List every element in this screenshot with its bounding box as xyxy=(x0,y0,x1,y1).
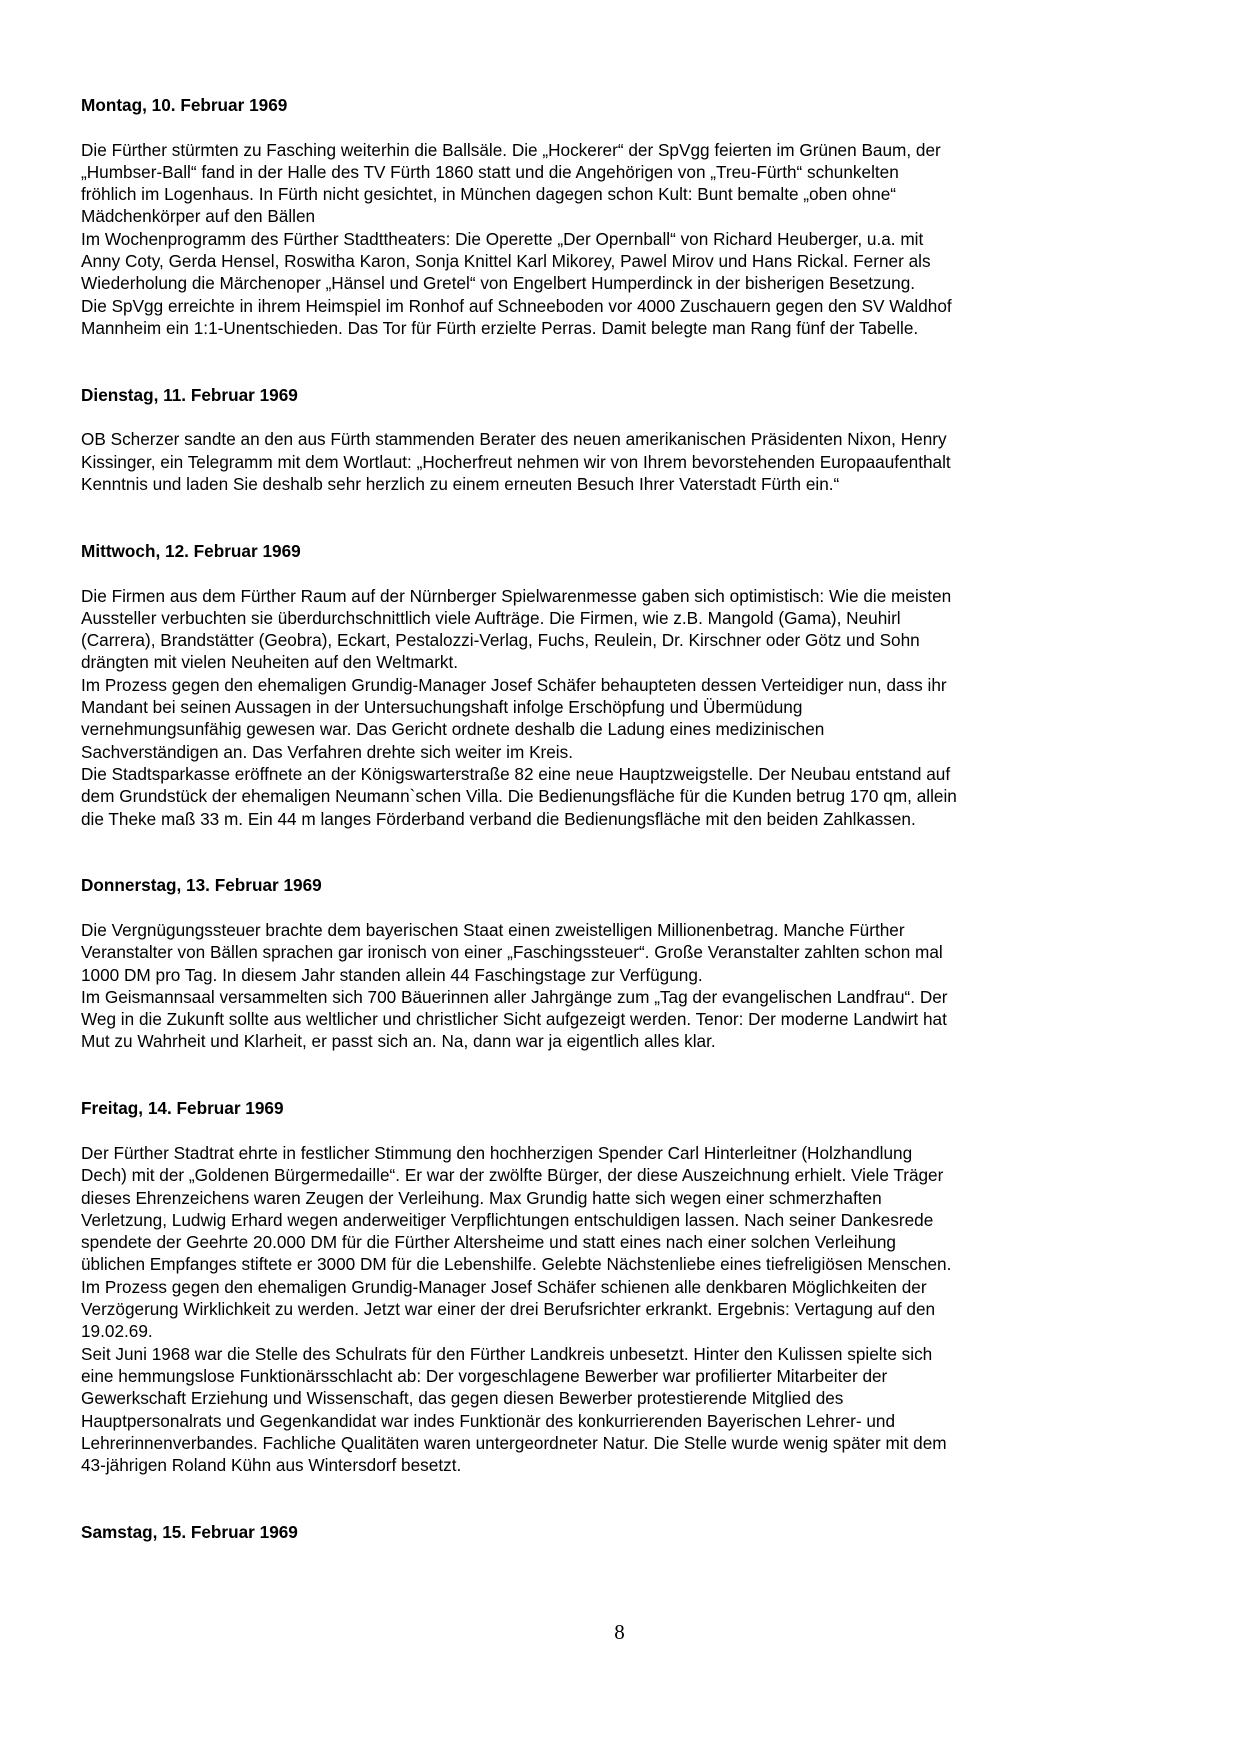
text-line: Veranstalter von Bällen sprachen gar ironisch von einer „Faschingssteuer“. Große Veranstalter zahlten schon mal xyxy=(81,942,943,963)
text-line: Mut zu Wahrheit und Klarheit, er passt sich an. Na, dann war ja eigentlich alles klar. xyxy=(81,1031,716,1052)
text-line: OB Scherzer sandte an den aus Fürth stammenden Berater des neuen amerikanischen Präsidenten Nixon, Henry xyxy=(81,429,947,450)
text-line: Die Vergnügungssteuer brachte dem bayerischen Staat einen zweistelligen Millionenbetrag. Manche Fürther xyxy=(81,919,905,940)
text-line: Seit Juni 1968 war die Stelle des Schulrats für den Fürther Landkreis unbesetzt. Hinter den Kulissen spielte sich xyxy=(81,1343,933,1364)
text-line: „Humbser-Ball“ fand in der Halle des TV Fürth 1860 statt und die Angehörigen von „Treu-Fürth“ schunkelten xyxy=(81,161,899,182)
date-section xyxy=(81,384,1199,495)
date-section xyxy=(81,874,1199,1052)
section-heading: Donnerstag, 13. Februar 1969 xyxy=(81,875,322,896)
section-heading: Mittwoch, 12. Februar 1969 xyxy=(81,540,301,561)
text-line: Die Fürther stürmten zu Fasching weiterhin die Ballsäle. Die „Hockerer“ der SpVgg feierten im Grünen Baum, der xyxy=(81,139,941,160)
text-line: Im Prozess gegen den ehemaligen Grundig-Manager Josef Schäfer behaupteten dessen Verteidiger nun, dass ihr xyxy=(81,674,947,695)
text-line: Im Geismannsaal versammelten sich 700 Bäuerinnen aller Jahrgänge zum „Tag der evangelischen Landfrau“. Der xyxy=(81,986,948,1007)
text-line: üblichen Empfanges stiftete er 3000 DM für die Lebenshilfe. Gelebte Nächstenliebe eines tiefreligiösen Menschen. xyxy=(81,1254,952,1275)
date-section xyxy=(81,1097,1199,1476)
text-line: (Carrera), Brandstätter (Geobra), Eckart, Pestalozzi-Verlag, Fuchs, Reulein, Dr. Kirschner oder Götz und Sohn xyxy=(81,630,920,651)
section-heading: Samstag, 15. Februar 1969 xyxy=(81,1522,298,1542)
text-line: Lehrerinnenverbandes. Fachliche Qualitäten waren untergeordneter Natur. Die Stelle wurde wenig später mit dem xyxy=(81,1432,947,1453)
text-line: drängten mit vielen Neuheiten auf den Weltmarkt. xyxy=(81,652,459,673)
date-section xyxy=(81,540,1199,830)
text-line: Kissinger, ein Telegramm mit dem Wortlaut: „Hocherfreut nehmen wir von Ihrem bevorstehenden Europaaufenthalt xyxy=(81,451,951,472)
text-line: Im Wochenprogramm des Fürther Stadttheaters: Die Operette „Der Opernball“ von Richard Heuberger, u.a. mit xyxy=(81,228,924,249)
text-line: vernehmungsunfähig gewesen war. Das Gericht ordnete deshalb die Ladung eines medizinischen xyxy=(81,719,825,740)
document-content xyxy=(81,94,1199,1588)
text-line: Mandant bei seinen Aussagen in der Untersuchungshaft infolge Erschöpfung und Übermüdung xyxy=(81,697,803,718)
text-line: spendete der Geehrte 20.000 DM für die Fürther Altersheime und statt eines nach einer solchen Verleihung xyxy=(81,1232,896,1253)
text-line: 19.02.69. xyxy=(81,1321,153,1342)
text-line: Verzögerung Wirklichkeit zu werden. Jetzt war einer der drei Berufsrichter erkrankt. Ergebnis: Vertagung auf den xyxy=(81,1299,936,1320)
text-line: 43-jährigen Roland Kühn aus Wintersdorf besetzt. xyxy=(81,1455,462,1476)
text-line: Im Prozess gegen den ehemaligen Grundig-Manager Josef Schäfer schienen alle denkbaren Möglichkeiten der xyxy=(81,1276,927,1297)
text-line: Sachverständigen an. Das Verfahren drehte sich weiter im Kreis. xyxy=(81,741,573,762)
text-line: Mädchenkörper auf den Bällen xyxy=(81,206,316,227)
text-line: Kenntnis und laden Sie deshalb sehr herzlich zu einem erneuten Besuch Ihrer Vaterstadt Fürth ein.“ xyxy=(81,474,840,495)
text-line: Verletzung, Ludwig Erhard wegen anderweitiger Verpflichtungen entschuldigen lassen. Nach seiner Dankesrede xyxy=(81,1209,934,1230)
text-line: eine hemmungslose Funktionärsschlacht ab: Der vorgeschlagene Bewerber war profilierter Mitarbeiter der xyxy=(81,1365,888,1386)
page-number: 8 xyxy=(614,1620,625,1644)
text-line: 1000 DM pro Tag. In diesem Jahr standen allein 44 Faschingstage zur Verfügung. xyxy=(81,964,703,985)
text-line: Aussteller verbuchten sie überdurchschnittlich viele Aufträge. Die Firmen, wie z.B. Mangold (Gama), Neuhirl xyxy=(81,607,901,628)
text-line: Die Firmen aus dem Fürther Raum auf der Nürnberger Spielwarenmesse gaben sich optimistisch: Wie die meisten xyxy=(81,585,952,606)
text-line: Die Stadtsparkasse eröffnete an der Königswarterstraße 82 eine neue Hauptzweigstelle. Der Neubau entstand auf xyxy=(81,763,951,784)
text-line: Weg in die Zukunft sollte aus weltlicher und christlicher Sicht aufgezeigt werden. Tenor: Der moderne Landwirt hat xyxy=(81,1009,947,1030)
text-line: dieses Ehrenzeichens waren Zeugen der Verleihung. Max Grundig hatte sich wegen einer schmerzhaften xyxy=(81,1187,882,1208)
text-line: Dech) mit der „Goldenen Bürgermedaille“. Er war der zwölfte Bürger, der diese Auszeichnung erhielt. Viele Träger xyxy=(81,1165,944,1186)
section-heading: Montag, 10. Februar 1969 xyxy=(81,95,288,115)
section-heading: Dienstag, 11. Februar 1969 xyxy=(81,384,298,405)
date-section xyxy=(81,94,1199,339)
text-line: Hauptpersonalrats und Gegenkandidat war indes Funktionär des konkurrierenden Bayerischen Lehrer- und xyxy=(81,1410,896,1431)
text-line: fröhlich im Logenhaus. In Fürth nicht gesichtet, in München dagegen schon Kult: Bunt bemalte „oben ohne“ xyxy=(81,184,897,205)
text-line: Die SpVgg erreichte in ihrem Heimspiel im Ronhof auf Schneeboden vor 4000 Zuschauern gegen den SV Waldhof xyxy=(81,295,952,316)
text-line: Wiederholung die Märchenoper „Hänsel und Gretel“ von Engelbert Humperdinck in der bisherigen Besetzung. xyxy=(81,273,916,294)
section-heading: Freitag, 14. Februar 1969 xyxy=(81,1098,284,1119)
text-line: Gewerkschaft Erziehung und Wissenschaft, das gegen diesen Bewerber protestierende Mitglied des xyxy=(81,1388,844,1409)
text-line: die Theke maß 33 m. Ein 44 m langes Förderband verband die Bedienungsfläche mit den beiden Zahlkassen. xyxy=(81,808,916,829)
text-line: Mannheim ein 1:1-Unentschieden. Das Tor für Fürth erzielte Perras. Damit belegte man Rang fünf der Tabelle. xyxy=(81,317,919,338)
date-section xyxy=(81,1521,1199,1543)
text-line: dem Grundstück der ehemaligen Neumann`schen Villa. Die Bedienungsfläche für die Kunden betrug 170 qm, allein xyxy=(81,786,957,807)
text-line: Anny Coty, Gerda Hensel, Roswitha Karon, Sonja Knittel Karl Mikorey, Pawel Mirov und Hans Rickal. Ferner als xyxy=(81,251,931,272)
text-line: Der Fürther Stadtrat ehrte in festlicher Stimmung den hochherzigen Spender Carl Hinterleitner (Holzhandlung xyxy=(81,1142,913,1163)
